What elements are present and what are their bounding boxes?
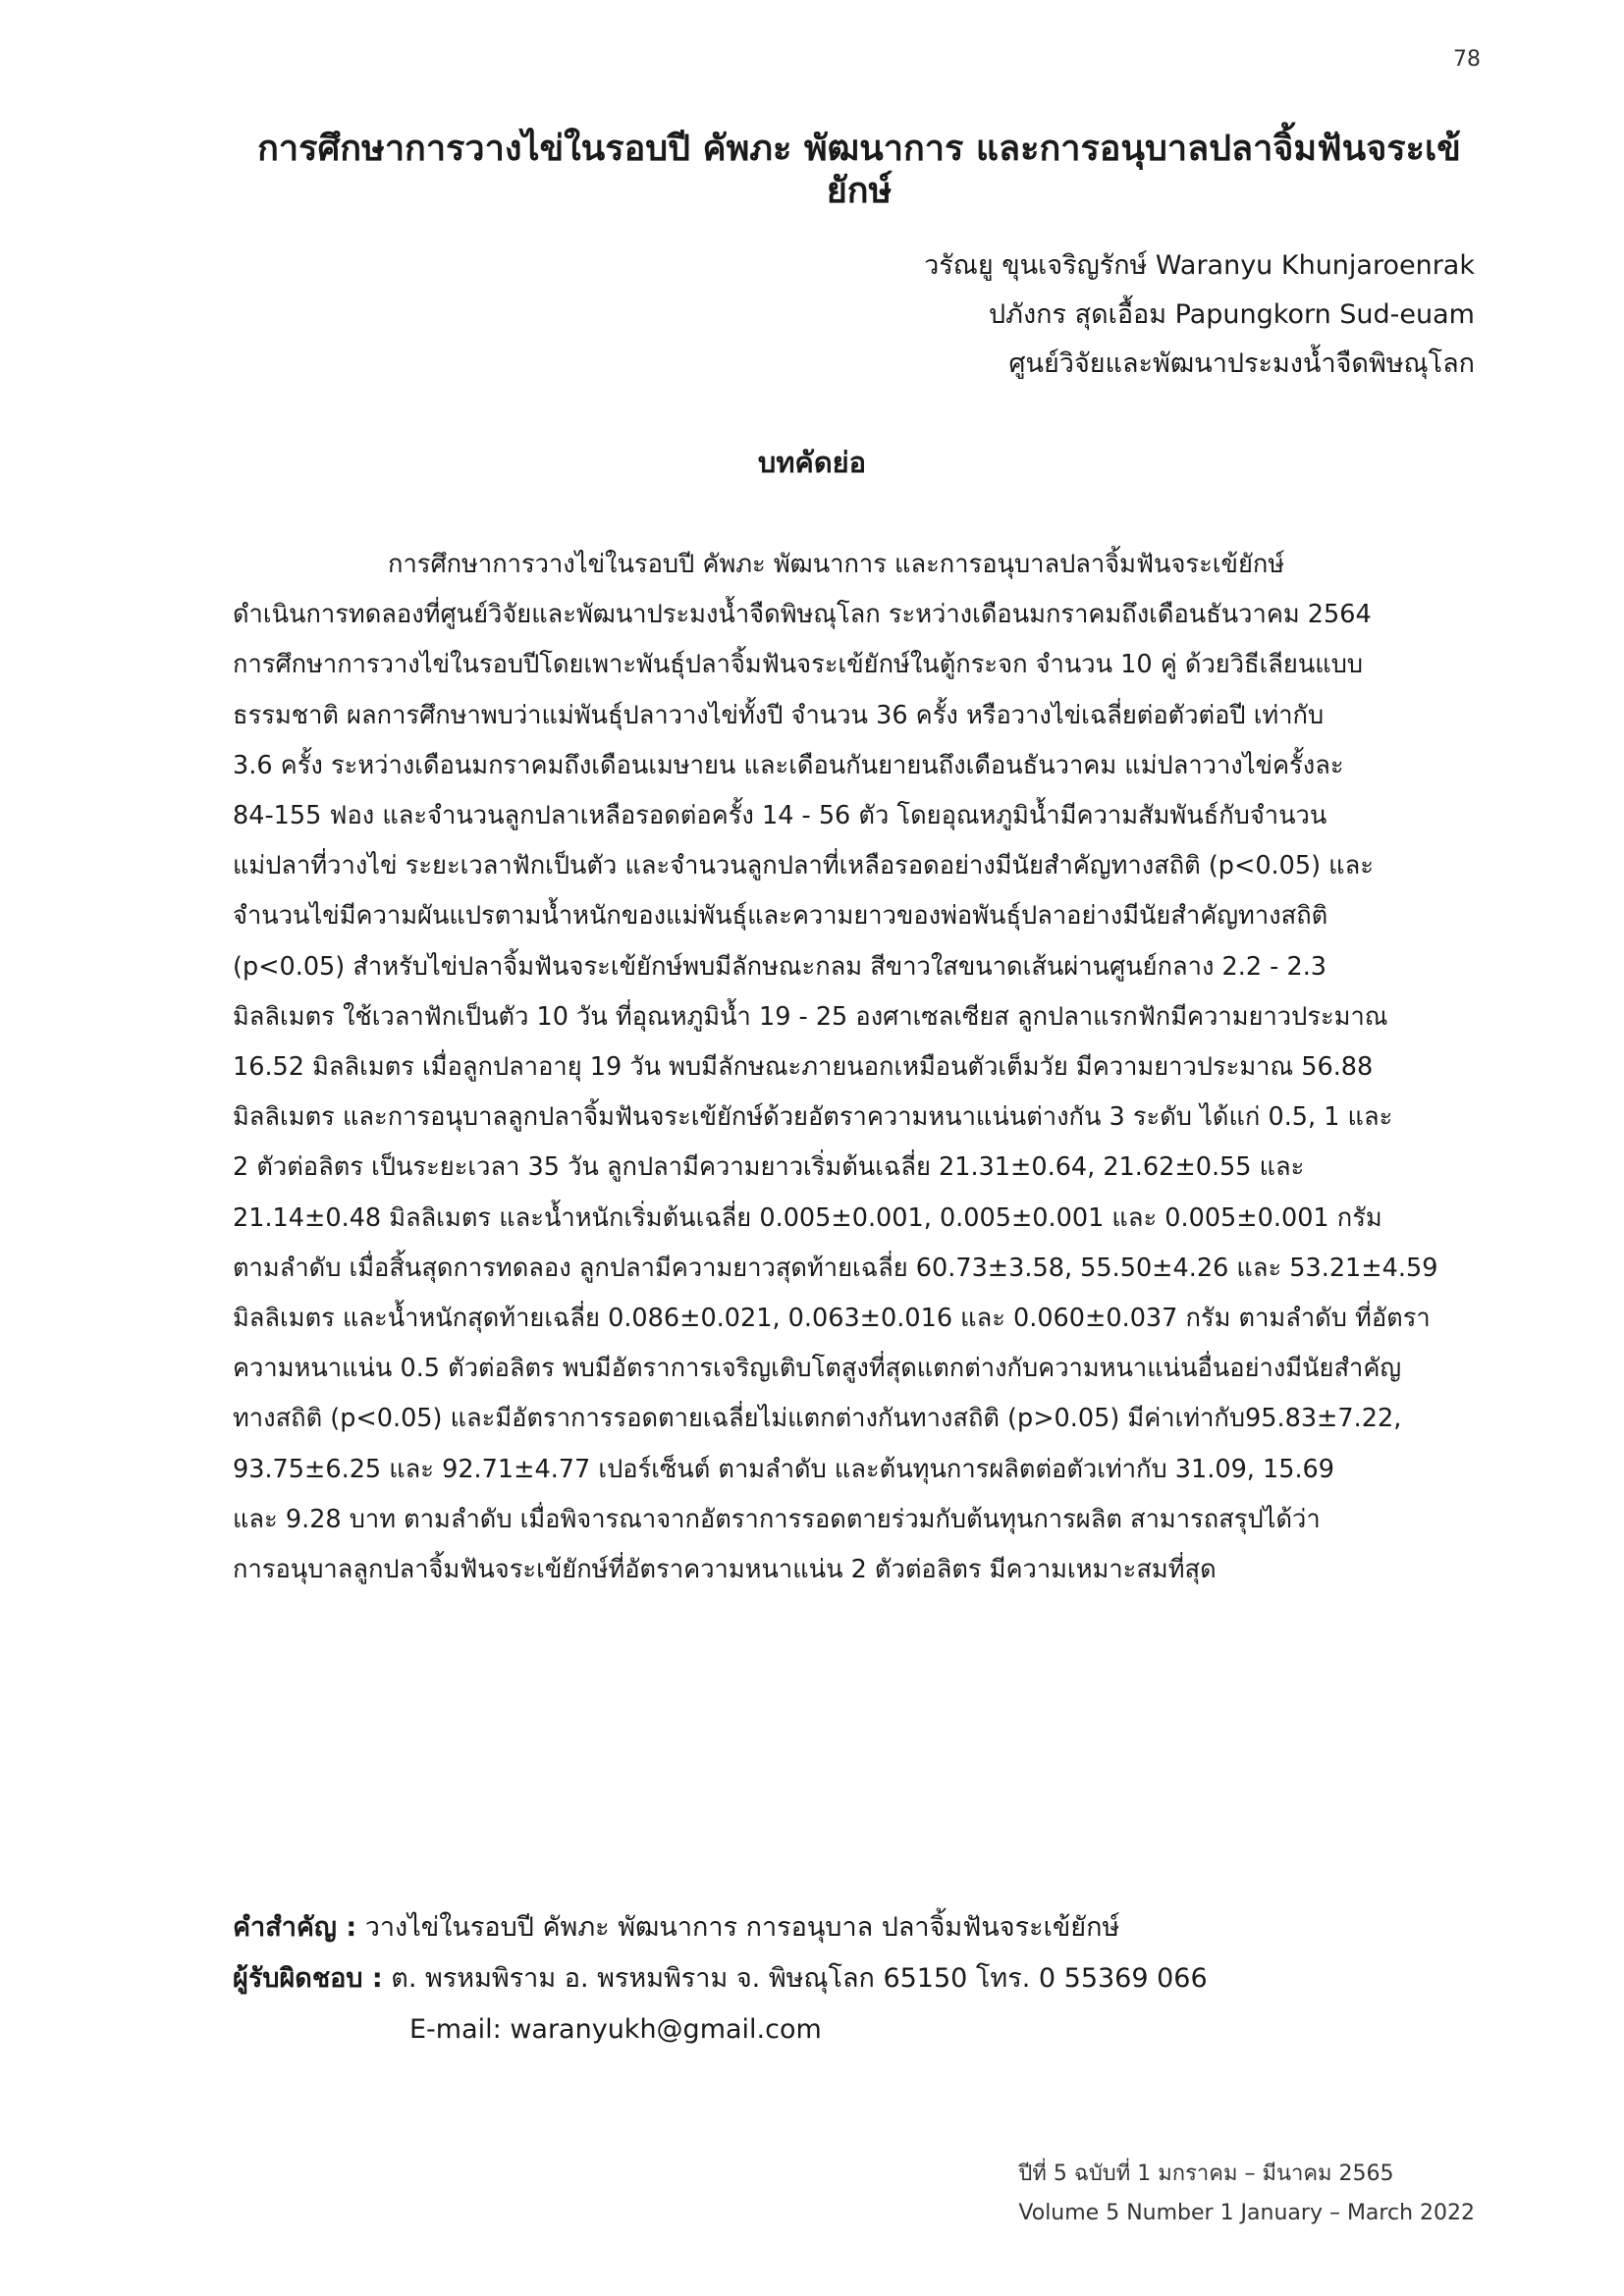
abstract-line: 93.75±6.25 และ 92.71±4.77 เปอร์เซ็นต์ ตามลำดับ และต้นทุนการผลิตต่อตัวเท่ากับ 31.09, 15.69: [233, 1454, 1334, 1484]
abstract-line: การศึกษาการวางไข่ในรอบปี คัพภะ พัฒนาการ และการอนุบาลปลาจิ้มฟันจระเข้ยักษ์: [388, 550, 1285, 579]
paper-title: การศึกษาการวางไข่ในรอบปี คัพภะ พัฒนาการ และการอนุบาลปลาจิ้มฟันจระเข้ยักษ์: [257, 129, 1461, 212]
correspondence-address: ต. พรหมพิราม อ. พรหมพิราม จ. พิษณุโลก 65150 โทร. 0 55369 066: [382, 1963, 1208, 1994]
affiliation: ศูนย์วิจัยและพัฒนาประมงน้ำจืดพิษณุโลก: [1008, 348, 1475, 379]
abstract-line: 3.6 ครั้ง ระหว่างเดือนมกราคมถึงเดือนเมษายน และเดือนกันยายนถึงเดือนธันวาคม แม่ปลาวางไข่ครั้งละ: [233, 750, 1344, 780]
author-line-1: วรัณยู ขุนเจริญรักษ์ Waranyu Khunjaroenrak: [924, 250, 1475, 281]
keywords-value: วางไข่ในรอบปี คัพภะ พัฒนาการ การอนุบาล ปลาจิ้มฟันจระเข้ยักษ์: [356, 1912, 1120, 1943]
abstract-line: 16.52 มิลลิเมตร เมื่อลูกปลาอายุ 19 วัน พบมีลักษณะภายนอกเหมือนตัวเต็มวัย มีความยาวประมาณ 56.88: [233, 1052, 1374, 1083]
keywords-row: [233, 1902, 1489, 1953]
abstract-line: แม่ปลาที่วางไข่ ระยะเวลาฟักเป็นตัว และจำนวนลูกปลาที่เหลือรอดอย่างมีนัยสำคัญทางสถิติ (p<0.05) และ: [233, 851, 1374, 881]
footer-thai: ปีที่ 5 ฉบับที่ 1 มกราคม – มีนาคม 2565: [1018, 2162, 1394, 2186]
abstract-line: มิลลิเมตร และน้ำหนักสุดท้ายเฉลี่ย 0.086±0.021, 0.063±0.016 และ 0.060±0.037 กรัม ตามลำดับ ที่อัตรา: [233, 1304, 1431, 1334]
abstract-line: 84-155 ฟอง และจำนวนลูกปลาเหลือรอดต่อครั้ง 14 - 56 ตัว โดยอุณหภูมิน้ำมีความสัมพันธ์กับจำนวน: [233, 801, 1327, 831]
abstract-line: การอนุบาลลูกปลาจิ้มฟันจระเข้ยักษ์ที่อัตราความหนาแน่น 2 ตัวต่อลิตร มีความเหมาะสมที่สุด: [233, 1555, 1217, 1585]
abstract-line: ทางสถิติ (p<0.05) และมีอัตราการรอดตายเฉลี่ยไม่แตกต่างกันทางสถิติ (p>0.05) มีค่าเท่ากับ95.83±7.22,: [233, 1404, 1402, 1434]
abstract-body: [233, 540, 1484, 1595]
abstract-line: มิลลิเมตร ใช้เวลาฟักเป็นตัว 10 วัน ที่อุณหภูมิน้ำ 19 - 25 องศาเซลเซียส ลูกปลาแรกฟักมีความยาวประมาณ: [233, 1001, 1388, 1032]
abstract-line: 21.14±0.48 มิลลิเมตร และน้ำหนักเริ่มต้นเฉลี่ย 0.005±0.001, 0.005±0.001 และ 0.005±0.001 กรัม: [233, 1202, 1382, 1233]
abstract-heading: บทคัดย่อ: [757, 446, 867, 479]
abstract-line: จำนวนไข่มีความผันแปรตามน้ำหนักของแม่พันธุ์และความยาวของพ่อพันธุ์ปลาอย่างมีนัยสำคัญทางสถิติ: [233, 901, 1328, 932]
abstract-line: (p<0.05) สำหรับไข่ปลาจิ้มฟันจระเข้ยักษ์พบมีลักษณะกลม สีขาวใสขนาดเส้นผ่านศูนย์กลาง 2.2 - 2.3: [233, 951, 1327, 982]
author-block: [729, 241, 1475, 389]
journal-footer: [1018, 2155, 1475, 2233]
abstract-line: ธรรมชาติ ผลการศึกษาพบว่าแม่พันธุ์ปลาวางไข่ทั้งปี จำนวน 36 ครั้ง หรือวางไข่เฉลี่ยต่อตัวต่อปี เท่ากับ: [233, 700, 1325, 730]
abstract-line: ดำเนินการทดลองที่ศูนย์วิจัยและพัฒนาประมงน้ำจืดพิษณุโลก ระหว่างเดือนมกราคมถึงเดือนธันวาคม 2564: [233, 600, 1372, 630]
correspondence-email: E-mail: waranyukh@gmail.com: [409, 2014, 822, 2045]
page-number: 78: [1453, 47, 1481, 72]
keywords-section: [233, 1902, 1489, 2056]
abstract-line: การศึกษาการวางไข่ในรอบปีโดยเพาะพันธุ์ปลาจิ้มฟันจระเข้ยักษ์ในตู้กระจก จำนวน 10 คู่ ด้วยวิธีเลียนแบบ: [233, 650, 1364, 680]
abstract-line: 2 ตัวต่อลิตร เป็นระยะเวลา 35 วัน ลูกปลามีความยาวเริ่มต้นเฉลี่ย 21.31±0.64, 21.62±0.55 และ: [233, 1152, 1305, 1183]
keywords-label: คำสำคัญ :: [233, 1912, 357, 1943]
abstract-line: มิลลิเมตร และการอนุบาลลูกปลาจิ้มฟันจระเข้ยักษ์ด้วยอัตราความหนาแน่นต่างกัน 3 ระดับ ได้แก่ 0.5, 1 และ: [233, 1102, 1393, 1133]
footer-english: Volume 5 Number 1 January – March 2022: [1018, 2201, 1475, 2225]
author-line-2: ปภังกร สุดเอื้อม Papungkorn Sud-euam: [989, 299, 1475, 330]
correspondence-row: [233, 1953, 1489, 2004]
abstract-line: และ 9.28 บาท ตามลำดับ เมื่อพิจารณาจากอัตราการรอดตายร่วมกับต้นทุนการผลิต สามารถสรุปได้ว่า: [233, 1504, 1321, 1534]
abstract-line: ความหนาแน่น 0.5 ตัวต่อลิตร พบมีอัตราการเจริญเติบโตสูงที่สุดแตกต่างกับความหนาแน่นอื่นอย่างมีนัยสำคัญ: [233, 1354, 1402, 1384]
abstract-line: ตามลำดับ เมื่อสิ้นสุดการทดลอง ลูกปลามีความยาวสุดท้ายเฉลี่ย 60.73±3.58, 55.50±4.26 และ 53.21±4.59: [233, 1253, 1438, 1283]
correspondence-label: ผู้รับผิดชอบ :: [233, 1963, 383, 1994]
